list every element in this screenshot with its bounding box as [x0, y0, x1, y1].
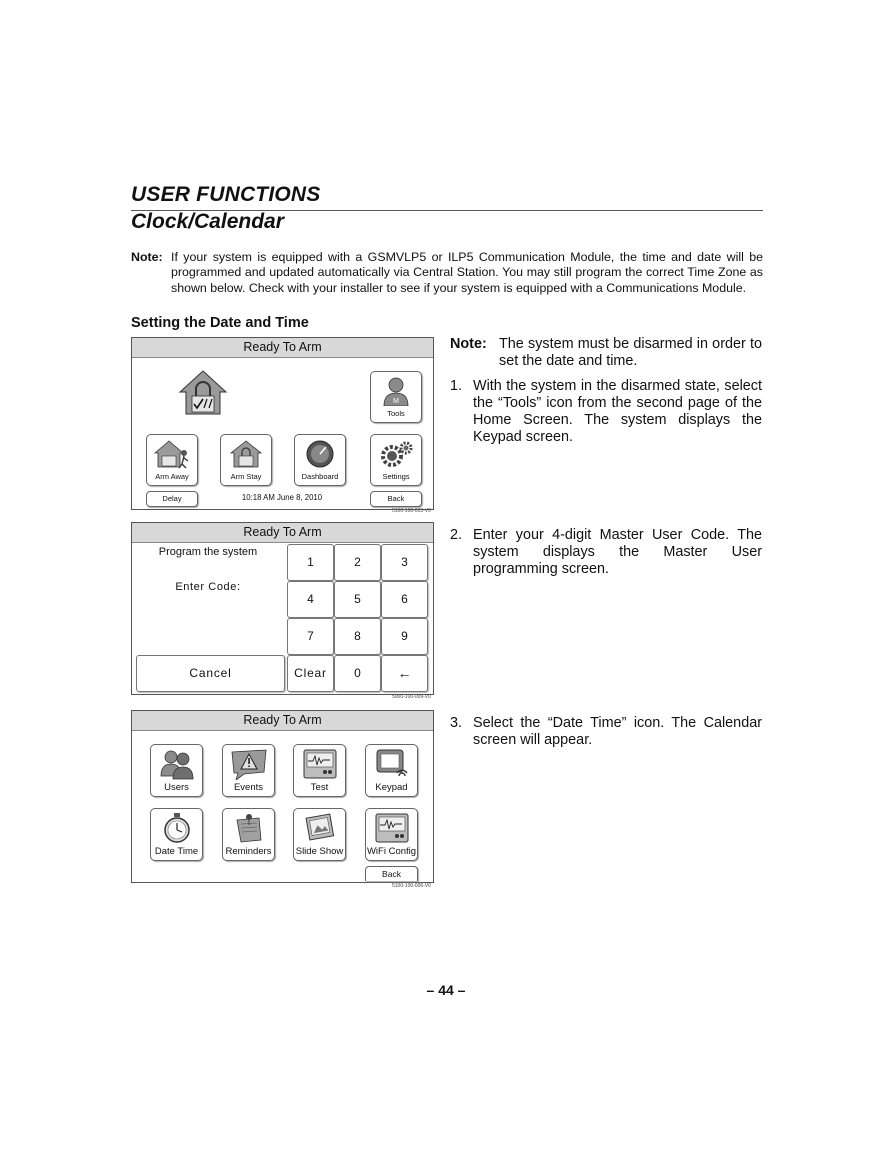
- step-3-text: Select the “Date Time” icon. The Calendar screen will appear.: [473, 715, 762, 748]
- disarm-note-text: The system must be disarmed in order to set the date and time.: [499, 336, 762, 369]
- step-1-text: With the system in the disarmed state, select the “Tools” icon from the second page of the Home Screen. The system displays the Keypad screen.: [473, 378, 762, 445]
- key-6[interactable]: 6: [381, 581, 428, 618]
- stopwatch-icon: [162, 812, 192, 844]
- key-3[interactable]: 3: [381, 544, 428, 581]
- program-system-text: Program the system: [158, 546, 258, 558]
- date-time-label: Date Time: [154, 846, 199, 857]
- dashboard-label: Dashboard: [301, 472, 339, 481]
- reminders-button[interactable]: [222, 808, 275, 861]
- arm-away-house-icon: [154, 439, 190, 469]
- step-2-text: Enter your 4-digit Master User Code. The system displays the Master User programming screen.: [473, 527, 762, 577]
- reminders-label: Reminders: [225, 846, 272, 857]
- delay-button[interactable]: Delay: [146, 491, 198, 507]
- top-note: [131, 250, 763, 296]
- screen1-datetime: 10:18 AM June 8, 2010: [241, 493, 323, 502]
- step-1: [450, 378, 762, 446]
- events-button[interactable]: [222, 744, 275, 797]
- test-button[interactable]: [293, 744, 346, 797]
- slide-show-picture-icon: [304, 812, 336, 844]
- events-alert-icon: [230, 748, 268, 780]
- arm-away-button[interactable]: [146, 434, 198, 486]
- arm-stay-label: Arm Stay: [230, 472, 262, 481]
- keypad-screen-figure: [131, 522, 434, 695]
- settings-label: Settings: [382, 472, 410, 481]
- screen1-back-button[interactable]: Back: [370, 491, 422, 507]
- events-label: Events: [233, 782, 264, 793]
- settings-button[interactable]: [370, 434, 422, 486]
- enter-code-text: Enter Code:: [175, 581, 241, 593]
- clear-button[interactable]: Clear: [287, 655, 334, 692]
- section-title: USER FUNCTIONS: [131, 183, 321, 206]
- top-note-text: If your system is equipped with a GSMVLP5 or ILP5 Communication Module, the time and date will be programmed and updated automatically via Central Station. You may still program the correct Time Zone as shown below. Check with your installer to see if your system is equipped with a Communications Module.: [171, 250, 763, 295]
- screen3-back-button[interactable]: Back: [365, 866, 418, 881]
- master-user-screen-figure: [131, 710, 434, 883]
- step-2-number: 2.: [450, 527, 463, 543]
- slide-show-label: Slide Show: [295, 846, 344, 857]
- subsection-title: Clock/Calendar: [131, 210, 284, 233]
- figure1-id: 5100-100-003-V0: [392, 508, 431, 514]
- step-2: [450, 527, 762, 578]
- disarm-note-label: Note:: [450, 336, 487, 352]
- keypad-label: Keypad: [375, 782, 408, 793]
- disarm-note: [450, 336, 762, 370]
- dashboard-button[interactable]: [294, 434, 346, 486]
- key-7[interactable]: 7: [287, 618, 334, 655]
- key-1[interactable]: 1: [287, 544, 334, 581]
- home-screen-figure: [131, 337, 434, 510]
- key-9[interactable]: 9: [381, 618, 428, 655]
- settings-gears-icon: [378, 439, 414, 469]
- slide-show-button[interactable]: [293, 808, 346, 861]
- key-0[interactable]: 0: [334, 655, 381, 692]
- house-status-icon: [178, 368, 228, 416]
- tools-button[interactable]: [370, 371, 422, 423]
- key-8[interactable]: 8: [334, 618, 381, 655]
- key-5[interactable]: 5: [334, 581, 381, 618]
- figure2-id: 5000-100-009-V0: [392, 694, 431, 700]
- screen3-title: Ready To Arm: [132, 711, 433, 731]
- cancel-button[interactable]: Cancel: [136, 655, 285, 692]
- users-label: Users: [164, 782, 189, 793]
- backspace-button[interactable]: ←: [381, 655, 428, 692]
- key-4[interactable]: 4: [287, 581, 334, 618]
- test-monitor-icon: [303, 749, 337, 779]
- dashboard-gauge-icon: [305, 439, 335, 469]
- tools-person-icon: [382, 376, 410, 406]
- step-3: [450, 715, 762, 749]
- page-number: – 44 –: [426, 982, 466, 998]
- arm-away-label: Arm Away: [155, 472, 189, 481]
- arm-stay-button[interactable]: [220, 434, 272, 486]
- test-label: Test: [310, 782, 329, 793]
- keypad-button[interactable]: [365, 744, 418, 797]
- key-2[interactable]: 2: [334, 544, 381, 581]
- wifi-config-label: WiFi Config: [366, 846, 417, 857]
- svg-text:M: M: [393, 398, 399, 405]
- wifi-config-monitor-icon: [375, 813, 409, 843]
- users-icon: [160, 748, 194, 780]
- top-note-label: Note:: [131, 250, 163, 264]
- subheading: Setting the Date and Time: [131, 315, 309, 331]
- keypad-wifi-icon: [375, 749, 409, 779]
- figure3-id: 5100-100-006-V0: [392, 883, 431, 889]
- screen2-title: Ready To Arm: [132, 523, 433, 543]
- reminder-note-icon: [233, 812, 265, 844]
- step-3-number: 3.: [450, 715, 463, 731]
- tools-label: Tools: [387, 409, 405, 418]
- screen1-title: Ready To Arm: [132, 338, 433, 358]
- wifi-config-button[interactable]: [365, 808, 418, 861]
- date-time-button[interactable]: [150, 808, 203, 861]
- step-1-number: 1.: [450, 378, 463, 394]
- users-button[interactable]: [150, 744, 203, 797]
- arm-stay-house-icon: [230, 439, 262, 469]
